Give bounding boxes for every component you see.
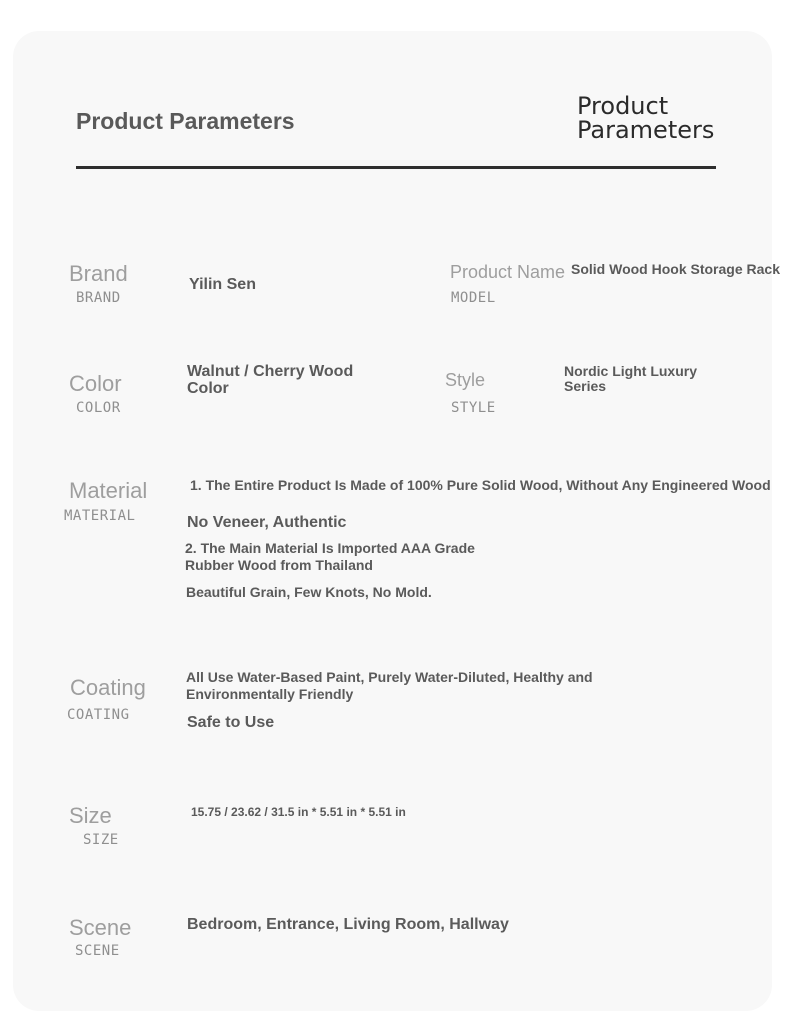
material-label: Material [69,478,148,503]
material-line-2: No Veneer, Authentic [187,514,347,531]
size-label: Size [69,803,112,828]
size-sublabel: SIZE [83,832,119,848]
color-label: Color [69,371,122,396]
style-label: Style [445,370,486,390]
scene-value: Bedroom, Entrance, Living Room, Hallway [187,916,509,933]
coating-sublabel: COATING [67,707,130,723]
product-name-sublabel: MODEL [451,290,496,306]
material-line-3: 2. The Main Material Is Imported AAA Grade Rubber Wood from Thailand [185,540,475,573]
page-title-secondary: Product Parameters [577,92,715,144]
product-name-value: Solid Wood Hook Storage Rack [571,261,780,277]
material-sublabel: MATERIAL [64,508,136,524]
material-line-4: Beautiful Grain, Few Knots, No Mold. [186,584,432,600]
color-value: Walnut / Cherry Wood Color [187,363,354,397]
brand-label: Brand [69,261,128,286]
brand-value: Yilin Sen [189,276,256,293]
scene-sublabel: SCENE [75,943,120,959]
material-line-1: 1. The Entire Product Is Made of 100% Pure Solid Wood, Without Any Engineered Wood [190,477,771,493]
style-sublabel: STYLE [451,400,496,416]
page-title: Product Parameters [76,108,295,134]
color-sublabel: COLOR [76,400,121,416]
coating-line-1: All Use Water-Based Paint, Purely Water-Diluted, Healthy and Environmentally Friendly [186,669,593,702]
coating-label: Coating [70,675,146,700]
scene-label: Scene [69,915,132,940]
style-value: Nordic Light Luxury Series [564,363,697,394]
size-value: 15.75 / 23.62 / 31.5 in * 5.51 in * 5.51 in [191,805,406,819]
title-divider [76,166,716,169]
coating-line-2: Safe to Use [187,714,275,731]
brand-sublabel: BRAND [76,290,121,306]
product-name-label: Product Name [450,262,566,282]
